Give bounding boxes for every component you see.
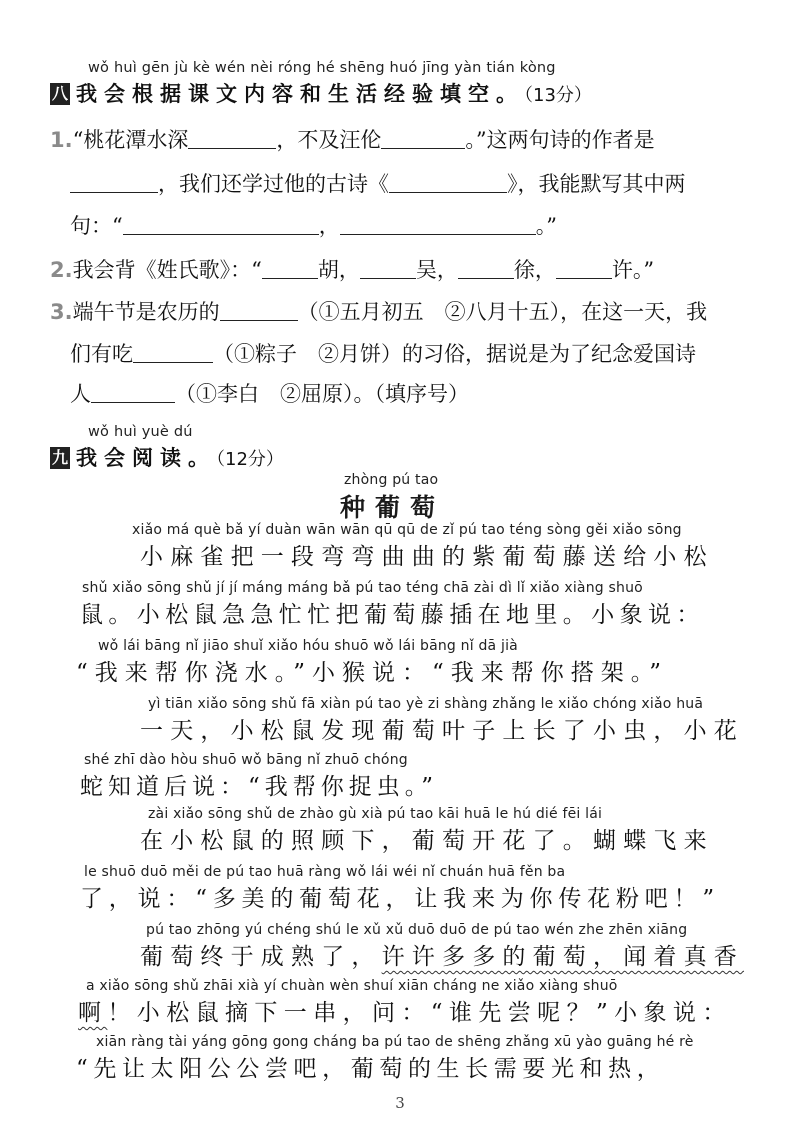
story-line7: 了，说：“多美的葡萄花，让我来为你传花粉吧！” bbox=[80, 886, 720, 912]
story-line1-pinyin: xiǎo má què bǎ yí duàn wān wān qū qū de zǐ pú tao téng sòng gěi xiǎo sōng bbox=[132, 522, 682, 538]
q3-text-f: （①李白 ②屈原）。（填序号） bbox=[175, 382, 469, 406]
q3-text-e: 人 bbox=[70, 382, 91, 406]
q3-line2 bbox=[70, 338, 696, 368]
q2-text-a: 我会背《姓氏歌》：“ bbox=[72, 258, 262, 282]
q3-text-a: 端午节是农历的 bbox=[72, 300, 220, 324]
story-line5: 蛇知道后说：“我帮你捉虫。” bbox=[80, 774, 439, 800]
q1-blank-author[interactable] bbox=[70, 172, 158, 193]
q2-text-e: 许。” bbox=[611, 258, 655, 282]
q1-blank-poem[interactable] bbox=[389, 172, 507, 193]
q3-number: 3. bbox=[50, 300, 73, 324]
q2-blank-1[interactable] bbox=[262, 258, 318, 279]
q2-text-b: 胡， bbox=[317, 258, 360, 282]
story-line4-pinyin: yì tiān xiǎo sōng shǔ fā xiàn pú tao yè zi shàng zhǎng le xiǎo chóng xiǎo huā bbox=[148, 696, 704, 712]
section9-badge: 九 bbox=[51, 448, 68, 467]
q3-blank-3[interactable] bbox=[91, 382, 175, 403]
section8-header bbox=[50, 78, 592, 108]
q1-text-d: ，我们还学过他的古诗《 bbox=[158, 172, 389, 196]
section9-pinyin: wǒ huì yuè dú bbox=[88, 424, 193, 440]
page-number: 3 bbox=[395, 1094, 405, 1112]
q1-text-f: 句：“ bbox=[70, 214, 123, 238]
q3-text-d: （①粽子 ②月饼）的习俗，据说是为了纪念爱国诗 bbox=[213, 342, 696, 366]
q1-number: 1. bbox=[50, 128, 73, 152]
story-line10: “先让太阳公公尝吧，葡萄的生长需要光和热， bbox=[76, 1056, 666, 1082]
section8-pinyin: wǒ huì gēn jù kè wén nèi róng hé shēng huó jīng yàn tián kòng bbox=[88, 60, 556, 76]
q1-text-h: 。” bbox=[535, 214, 557, 238]
story-line3: “我来帮你浇水。”小猴说：“我来帮你搭架。” bbox=[76, 660, 669, 686]
story-line9-underlined: 啊 bbox=[78, 1000, 108, 1026]
story-line8-a: 葡萄终于成熟了， bbox=[140, 944, 382, 970]
q3-line3 bbox=[70, 378, 469, 408]
story-line6: 在小松鼠的照顾下，葡萄开花了。蝴蝶飞来 bbox=[140, 828, 714, 854]
q1-text-c: 。”这两句诗的作者是 bbox=[465, 128, 655, 152]
story-line1: 小麻雀把一段弯弯曲曲的紫葡萄藤送给小松 bbox=[140, 544, 714, 570]
q1-text-b: ，不及汪伦 bbox=[276, 128, 382, 152]
section9-header bbox=[50, 442, 284, 472]
section8-badge: 八 bbox=[51, 84, 68, 103]
story-line9 bbox=[78, 994, 732, 1027]
q2-blank-4[interactable] bbox=[556, 258, 612, 279]
story-line3-pinyin: wǒ lái bāng nǐ jiāo shuǐ xiǎo hóu shuō wǒ lái bāng nǐ dā jià bbox=[98, 638, 518, 654]
q1-blank-verse1[interactable] bbox=[123, 214, 319, 235]
story-line9-pinyin: a xiǎo sōng shǔ zhāi xià yí chuàn wèn shuí xiān cháng ne xiǎo xiàng shuō bbox=[86, 978, 618, 994]
story-line6-pinyin: zài xiǎo sōng shǔ de zhào gù xià pú tao kāi huā le hú dié fēi lái bbox=[148, 806, 603, 822]
story-line4: 一天，小松鼠发现葡萄叶子上长了小虫，小花 bbox=[140, 718, 744, 744]
story-line8 bbox=[140, 938, 744, 971]
story-line8-pinyin: pú tao zhōng yú chéng shú le xǔ xǔ duō duō de pú tao wén zhe zhēn xiāng bbox=[146, 922, 688, 938]
story-line2: 鼠。小松鼠急急忙忙把葡萄藤插在地里。小象说： bbox=[80, 602, 705, 628]
q1-blank-2[interactable] bbox=[381, 128, 465, 149]
q1-line1 bbox=[50, 124, 655, 154]
story-title: 种葡萄 bbox=[340, 493, 446, 522]
story-line10-pinyin: xiān ràng tài yáng gōng gong cháng ba pú tao de shēng zhǎng xū yào guāng hé rè bbox=[96, 1034, 694, 1050]
q2-line bbox=[50, 254, 654, 284]
q2-text-d: 徐， bbox=[513, 258, 556, 282]
q3-line1 bbox=[50, 296, 707, 326]
q2-number: 2. bbox=[50, 258, 73, 282]
q2-blank-3[interactable] bbox=[458, 258, 514, 279]
q2-blank-2[interactable] bbox=[360, 258, 416, 279]
story-title-pinyin: zhòng pú tao bbox=[344, 472, 439, 488]
section9-score: （12分） bbox=[216, 449, 284, 470]
section8-title: 我会根据课文内容和生活经验填空。 bbox=[76, 82, 524, 106]
q3-text-b: （①五月初五 ②八月十五），在这一天，我 bbox=[297, 300, 708, 324]
section9-title: 我会阅读。 bbox=[76, 446, 216, 470]
story-line5-pinyin: shé zhī dào hòu shuō wǒ bāng nǐ zhuō chóng bbox=[84, 752, 408, 768]
q1-text-g: ， bbox=[318, 214, 340, 238]
q1-blank-verse2[interactable] bbox=[340, 214, 536, 235]
q3-text-c: 们有吃 bbox=[70, 342, 133, 366]
q1-line2 bbox=[70, 168, 686, 198]
story-line2-pinyin: shǔ xiǎo sōng shǔ jí jí máng máng bǎ pú tao téng chā zài dì lǐ xiǎo xiàng shuō bbox=[82, 580, 643, 596]
q3-blank-1[interactable] bbox=[220, 300, 298, 321]
q1-text-e: 》，我能默写其中两 bbox=[507, 172, 686, 196]
section8-score: （13分） bbox=[524, 85, 592, 106]
story-line8-underlined: 许许多多的葡萄，闻着真香 bbox=[381, 944, 745, 970]
q1-blank-1[interactable] bbox=[188, 128, 276, 149]
q1-text-a: “桃花潭水深 bbox=[72, 128, 189, 152]
q2-text-c: 吴， bbox=[415, 258, 458, 282]
story-line9-b: ！小松鼠摘下一串，问：“谁先尝呢？”小象说： bbox=[107, 1000, 732, 1026]
q1-line3 bbox=[70, 210, 557, 240]
story-line7-pinyin: le shuō duō měi de pú tao huā ràng wǒ lái wéi nǐ chuán huā fěn ba bbox=[84, 864, 566, 880]
q3-blank-2[interactable] bbox=[133, 342, 213, 363]
